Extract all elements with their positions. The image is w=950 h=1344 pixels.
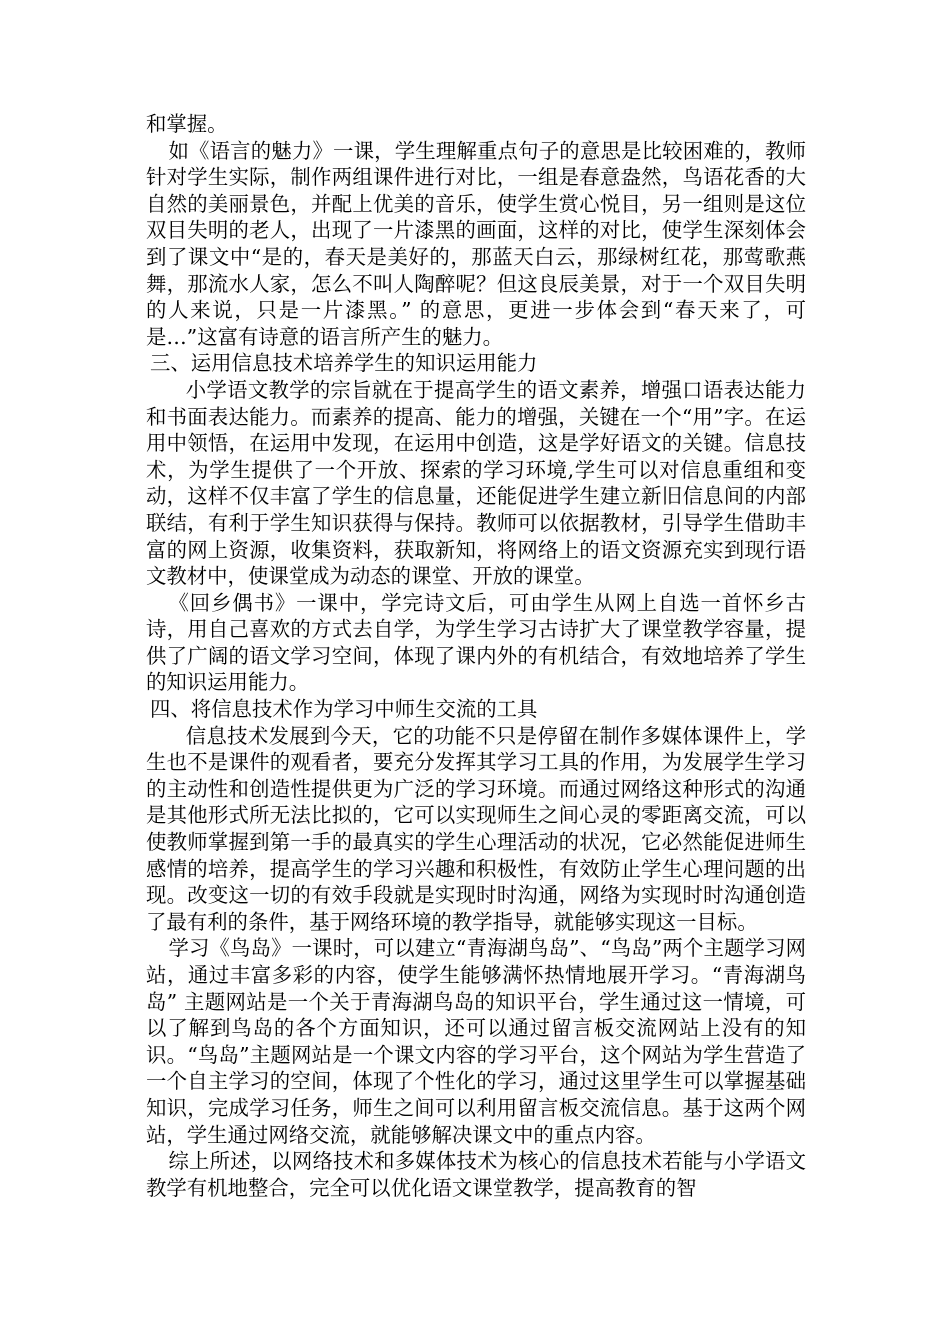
paragraph-poem-example: 《回乡偶书》一课中，学完诗文后，可由学生从网上自选一首怀乡古诗，用自己喜欢的方式去自学，为学生学习古诗扩大了课堂教学容量，提供了广阔的语文学习空间，体现了课内外的有机结合，有效地培养了学生的知识运用能力。 bbox=[146, 590, 806, 695]
paragraph-conclusion: 综上所述，以网络技术和多媒体技术为核心的信息技术若能与小学语文教学有机地整合，完全可以优化语文课堂教学，提高教育的智 bbox=[146, 1149, 806, 1200]
section-heading-3: 三、运用信息技术培养学生的知识运用能力 bbox=[150, 351, 538, 376]
paragraph-bird-island-example: 学习《鸟岛》一课时，可以建立“青海湖鸟岛”、“鸟岛”两个主题学习网站，通过丰富多彩的内容，使学生能够满怀热情地展开学习。“青海湖鸟岛” 主题网站是一个关于青海湖鸟岛的知识平台，学生通过这一情境，可以了解到鸟岛的各个方面知识，还可以通过留言板交流网站上没有的知识。“鸟岛”主题网站是一个课文内容的学习平台，这个网站为学生营造了一个自主学习的空间，体现了个性化的学习，通过这里学生可以掌握基础知识，完成学习任务，师生之间可以利用留言板交流信息。基于这两个网站，学生通过网络交流，就能够解决课文中的重点内容。 bbox=[146, 936, 806, 1147]
paragraph-continuation: 和掌握。 bbox=[146, 112, 228, 136]
paragraph-communication-tool: 信息技术发展到今天，它的功能不只是停留在制作多媒体课件上，学生也不是课件的观看者，要充分发挥其学习工具的作用，为发展学生学习的主动性和创造性提供更为广泛的学习环境。而通过网络这种形式的沟通是其他形式所无法比拟的，它可以实现师生之间心灵的零距离交流，可以使教师掌握到第一手的最真实的学生心理活动的状况，它必然能促进师生感情的培养，提高学生的学习兴趣和积极性，有效防止学生心理问题的出现。改变这一切的有效手段就是实现时时沟通，网络为实现时时沟通创造了最有利的条件，基于网络环境的教学指导，就能够实现这一目标。 bbox=[146, 723, 806, 934]
section-heading-4: 四、将信息技术作为学习中师生交流的工具 bbox=[150, 697, 538, 722]
paragraph-language-charm: 如《语言的魅力》一课，学生理解重点句子的意思是比较困难的，教师针对学生实际，制作两组课件进行对比，一组是春意盎然，鸟语花香的大自然的美丽景色，并配上优美的音乐，使学生赏心悦目，另一组则是这位双目失明的老人，出现了一片漆黑的画面，这样的对比，使学生深刻体会到了课文中“是的，春天是美好的，那蓝天白云，那绿树红花，那莺歌燕舞，那流水人家，怎么不叫人陶醉呢？但这良辰美景，对于一个双目失明的人来说，只是一片漆黑。” 的意思，更进一步体会到“春天来了，可是…”这富有诗意的语言所产生的魅力。 bbox=[146, 138, 806, 349]
paragraph-knowledge-application: 小学语文教学的宗旨就在于提高学生的语文素养，增强口语表达能力和书面表达能力。而素养的提高、能力的增强，关键在一个“用”字。在运用中领悟，在运用中发现，在运用中创造，这是学好语文的关键。信息技术，为学生提供了一个开放、探索的学习环境,学生可以对信息重组和变动，这样不仅丰富了学生的信息量，还能促进学生建立新旧信息间的内部联结，有利于学生知识获得与保持。教师可以依据教材，引导学生借助丰富的网上资源，收集资料，获取新知，将网络上的语文资源充实到现行语文教材中，使课堂成为动态的课堂、开放的课堂。 bbox=[146, 377, 806, 589]
document-page bbox=[146, 111, 806, 1201]
